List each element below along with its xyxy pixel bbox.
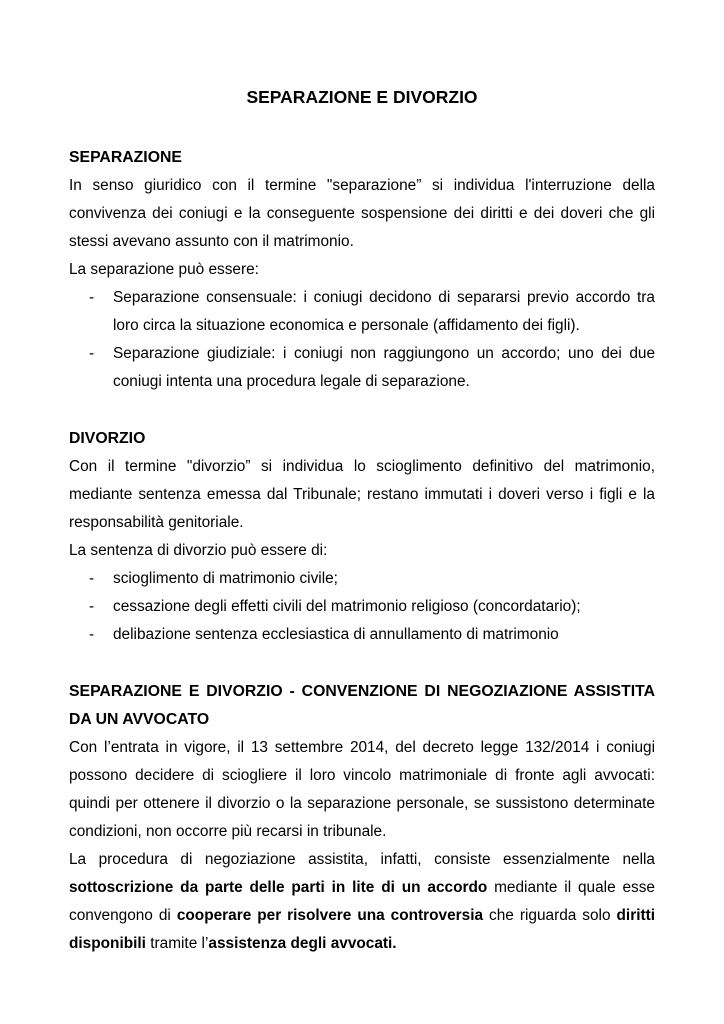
bold-run-assistenza-avvocati: assistenza degli avvocati. [208,935,397,952]
paragraph-divorzio-types-intro: La sentenza di divorzio può essere di: [69,542,328,559]
section-heading-separazione: SEPARAZIONE [69,149,182,166]
section-separazione [69,144,655,396]
bold-run-diritti-disponibili: diritti disponibili [69,907,656,952]
list-divorzio-types [69,565,655,649]
list-dash: - [89,289,95,306]
document-title: SEPARAZIONE E DIVORZIO [246,87,478,107]
list-item [69,565,655,593]
section-heading-negoziazione-assistita: SEPARAZIONE E DIVORZIO - CONVENZIONE DI NEGOZIAZIONE ASSISTITA DA UN AVVOCATO [69,683,655,728]
paragraph-procedura-negoziazione [69,846,655,958]
bold-run-sottoscrizione: sottoscrizione da parte delle parti in lite di un accordo [69,879,488,896]
section-heading-divorzio: DIVORZIO [69,430,146,447]
list-dash: - [89,626,95,643]
list-item-text: cessazione degli effetti civili del matrimonio religioso (concordatario); [113,598,581,615]
list-dash: - [89,570,95,587]
list-item [69,284,655,340]
text-run: che riguarda solo [483,907,617,924]
section-divorzio [69,425,655,649]
text-run: La procedura di negoziazione assistita, infatti, consiste essenzialmente nella [69,851,655,868]
list-item-text: scioglimento di matrimonio civile; [113,570,338,587]
list-dash: - [89,345,95,362]
list-item-text: Separazione consensuale: i coniugi decidono di separarsi previo accordo tra loro circa la situazione economica e personale (affidamento dei figli). [113,289,655,334]
text-run: mediante il quale esse convengono di [69,879,655,924]
list-item [69,621,655,649]
text-run: tramite l’ [145,935,209,952]
list-dash: - [89,598,95,615]
paragraph-separazione-types-intro: La separazione può essere: [69,261,259,278]
paragraph-separazione-definition: In senso giuridico con il termine "separazione” si individua l'interruzione della convivenza dei coniugi e la conseguente sospensione dei diritti e dei doveri che gli stessi avevano assunto con il matrimonio. [69,177,655,250]
section-negoziazione-assistita [69,678,655,958]
paragraph-divorzio-definition: Con il termine "divorzio” si individua lo scioglimento definitivo del matrimonio, mediante sentenza emessa dal Tribunale; restano immutati i doveri verso i figli e la responsabilità genitoriale. [69,458,655,531]
list-item-text: delibazione sentenza ecclesiastica di annullamento di matrimonio [113,626,559,643]
bold-run-cooperare: cooperare per risolvere una controversia [176,907,484,924]
paragraph-decreto-legge: Con l’entrata in vigore, il 13 settembre 2014, del decreto legge 132/2014 i coniugi possono decidere di sciogliere il loro vincolo matrimoniale di fronte agli avvocati: quindi per ottenere il divorzio o la separazione personale, se sussistono determinate condizioni, non occorre più recarsi in tribunale. [69,739,655,840]
list-item [69,340,655,396]
list-item-text: Separazione giudiziale: i coniugi non raggiungono un accordo; uno dei due coniugi intenta una procedura legale di separazione. [113,345,655,390]
list-separazione-types [69,284,655,396]
list-item [69,593,655,621]
